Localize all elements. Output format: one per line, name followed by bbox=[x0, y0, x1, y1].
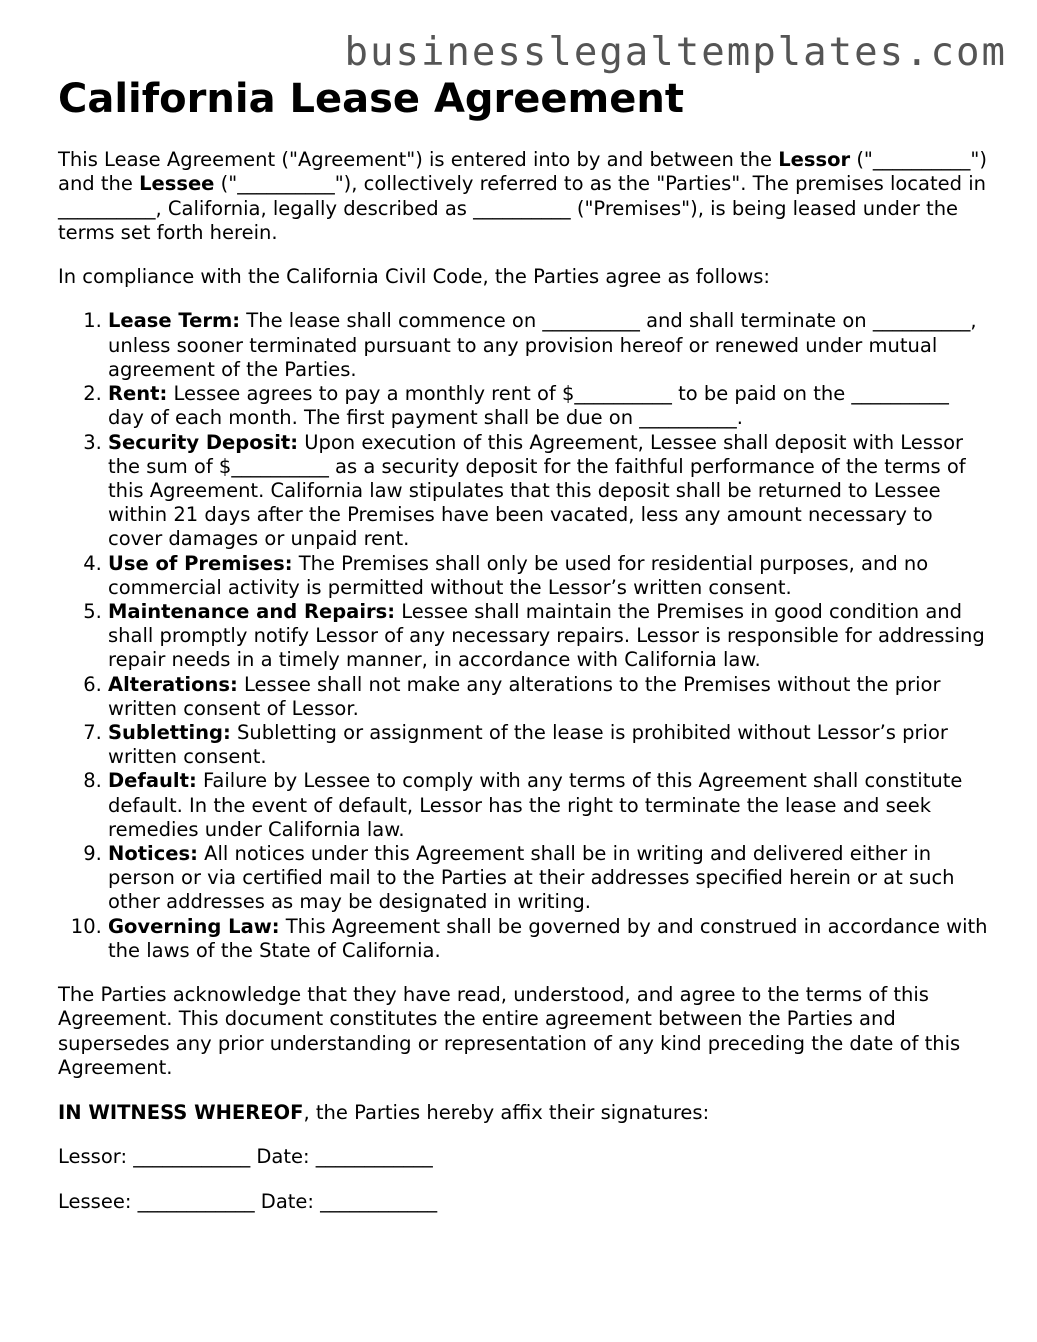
compliance-statement: In compliance with the California Civil Code, the Parties agree as follows: bbox=[58, 265, 771, 289]
lessee-signature-line: Lessee: ____________ Date: ____________ bbox=[58, 1189, 438, 1213]
clause-text: Upon execution of this Agreement, Lessee shall deposit with Lessor the sum of $__________ as a security deposit for the faithful performance of the terms of this Agreement. California law stipulates that this deposit shall be returned to Lessee within 21 days after the Premises have been vacated, less any amount necessary to cover damages or unpaid rent. bbox=[108, 430, 966, 551]
clause-text: This Agreement shall be governed by and construed in accordance with the laws of the State of California. bbox=[108, 914, 988, 962]
clause-item bbox=[108, 673, 988, 721]
site-watermark: businesslegaltemplates.com bbox=[344, 30, 1007, 75]
clause-item bbox=[108, 842, 988, 915]
clause-item bbox=[108, 431, 988, 552]
intro-text-2: ("__________") and the bbox=[58, 148, 987, 196]
clause-heading: Default: bbox=[108, 769, 197, 793]
clause-heading: Alterations: bbox=[108, 672, 238, 696]
clause-text: Lessee agrees to pay a monthly rent of $__________ to be paid on the __________ day of each month. The first payment shall be due on __________. bbox=[108, 382, 949, 430]
clause-heading: Lease Term: bbox=[108, 309, 241, 333]
witness-text: , the Parties hereby affix their signatures: bbox=[303, 1101, 710, 1125]
clause-heading: Subletting: bbox=[108, 720, 231, 744]
witness-statement bbox=[58, 1101, 988, 1125]
intro-paragraph bbox=[58, 148, 988, 245]
clause-heading: Rent: bbox=[108, 382, 168, 406]
lessee-label: Lessee bbox=[139, 172, 215, 196]
clause-heading: Use of Premises: bbox=[108, 551, 293, 575]
lessor-signature-line: Lessor: ____________ Date: ____________ bbox=[58, 1145, 433, 1169]
clause-item bbox=[108, 552, 988, 600]
document-page bbox=[58, 72, 988, 1214]
clause-list bbox=[58, 309, 988, 962]
clause-text: Subletting or assignment of the lease is prohibited without Lessor’s prior written consent. bbox=[108, 720, 948, 769]
clause-text: The lease shall commence on __________ and shall terminate on __________, unless sooner terminated pursuant to any provision hereof or renewed under mutual agreement of the Parties. bbox=[108, 309, 977, 381]
intro-text-3: ("__________"), collectively referred to as the "Parties". The premises located in __________, California, legally described as __________ ("Premises"), is being leased under the terms set forth herein. bbox=[58, 172, 986, 244]
clause-text: Lessee shall not make any alterations to the Premises without the prior written consent of Lessor. bbox=[108, 672, 941, 720]
clause-text: The Premises shall only be used for residential purposes, and no commercial activity is permitted without the Lessor’s written consent. bbox=[108, 551, 929, 599]
clause-text: Failure by Lessee to comply with any terms of this Agreement shall constitute default. In the event of default, Lessor has the right to terminate the lease and seek remedies under California law. bbox=[108, 769, 963, 841]
document-title: California Lease Agreement bbox=[58, 76, 684, 122]
clause-text: Lessee shall maintain the Premises in good condition and shall promptly notify Lessor of any necessary repairs. Lessor is responsible for addressing repair needs in a timely manner, in accordance with California law. bbox=[108, 599, 985, 672]
clause-heading: Security Deposit: bbox=[108, 430, 299, 454]
clause-item bbox=[108, 915, 988, 963]
intro-text-1: This Lease Agreement ("Agreement") is entered into by and between the bbox=[58, 148, 779, 171]
clause-heading: Notices: bbox=[108, 841, 198, 865]
clause-item bbox=[108, 382, 988, 430]
lessor-label: Lessor bbox=[778, 148, 851, 171]
witness-heading: IN WITNESS WHEREOF bbox=[58, 1101, 304, 1125]
closing-paragraph: The Parties acknowledge that they have read, understood, and agree to the terms of this Agreement. This document constitutes the entire agreement between the Parties and supersedes any prior understanding or representation of any kind preceding the date of this Agreement. bbox=[58, 982, 961, 1079]
clause-heading: Maintenance and Repairs: bbox=[108, 599, 396, 623]
clause-item bbox=[108, 721, 988, 769]
clause-text: All notices under this Agreement shall be in writing and delivered either in person or via certified mail to the Parties at their addresses specified herein or at such other addresses as may be designated in writing. bbox=[108, 841, 955, 914]
clause-item bbox=[108, 769, 988, 842]
clause-item bbox=[108, 600, 988, 673]
clause-heading: Governing Law: bbox=[108, 914, 280, 938]
clause-item bbox=[108, 309, 988, 382]
